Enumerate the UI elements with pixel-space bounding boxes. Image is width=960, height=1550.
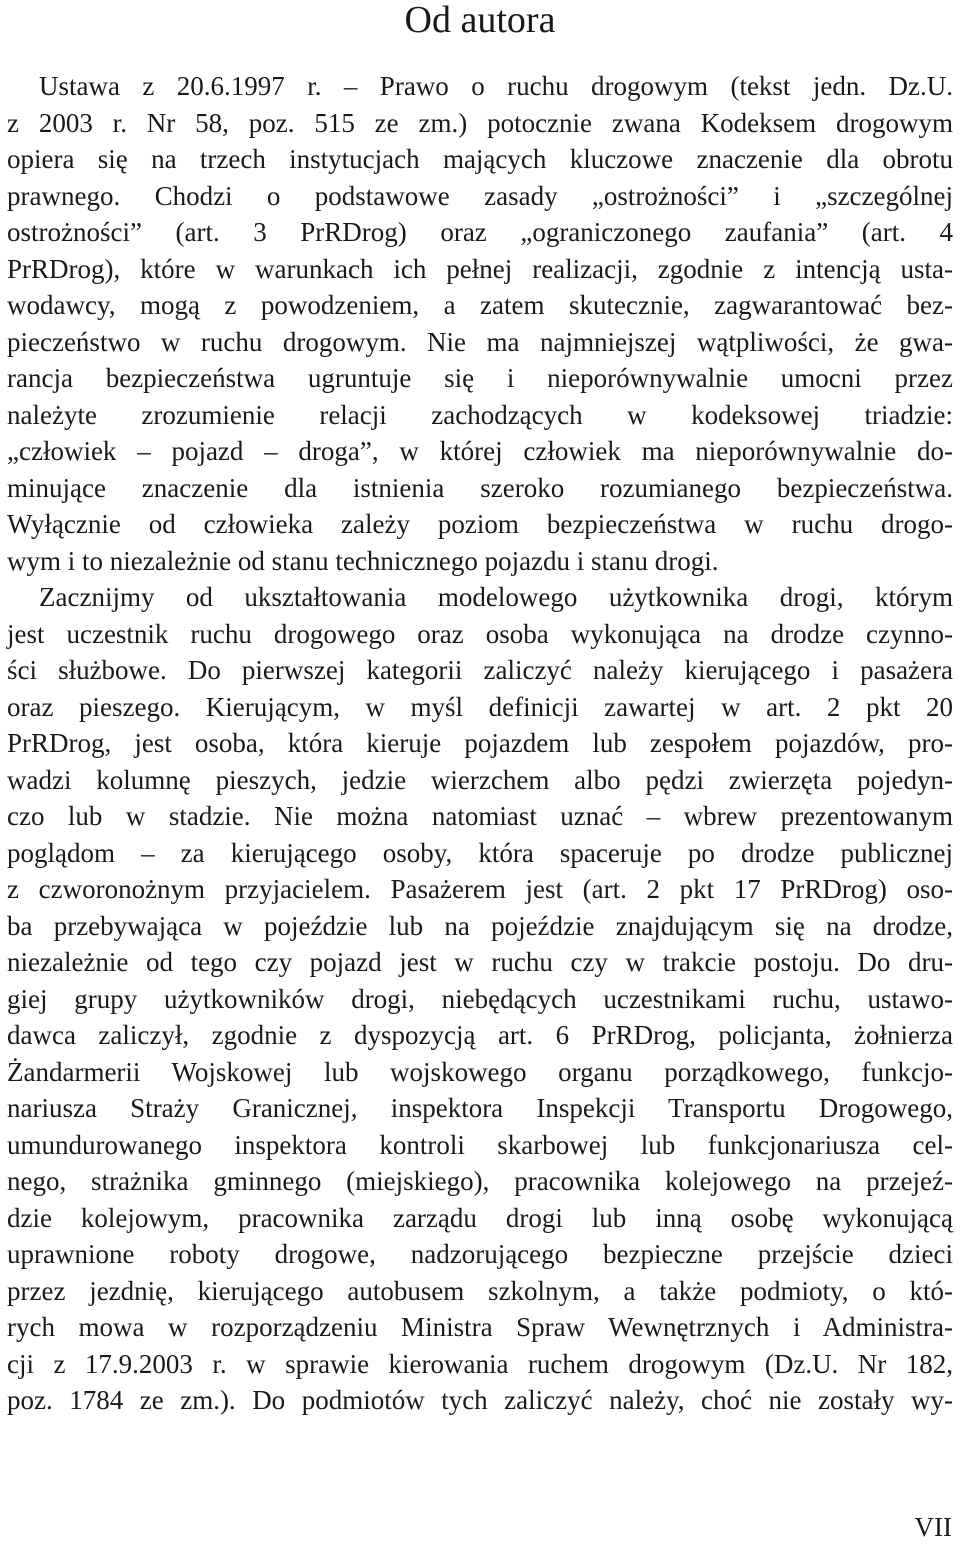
text-line: pieczeństwo w ruchu drogowym. Nie ma najmniejszej wątpliwości, że gwa- [7,326,953,357]
text-line: PrRDrog, jest osoba, która kieruje pojazdem lub zespołem pojazdów, pro- [7,728,953,758]
text-line: oraz pieszego. Kierującym, w myśl definicji zawartej w art. 2 pkt 20 [7,691,953,722]
text-line: przez jezdnię, kierującego autobusem szkolnym, a także podmioty, o któ- [7,1275,953,1306]
text-line: poz. 1784 ze zm.). Do podmiotów tych zaliczyć należy, choć nie zostały wy- [7,1385,953,1415]
text-line: minujące znaczenie dla istnienia szeroko rozumianego bezpieczeństwa. [7,472,953,503]
text-line: wodawcy, mogą z powodzeniem, a zatem skutecznie, zagwarantować bez- [7,290,953,320]
text-line: poglądom – za kierującego osoby, która spaceruje po drodze publicznej [7,837,953,868]
text-line: PrRDrog), które w warunkach ich pełnej realizacji, zgodnie z intencją usta- [7,253,953,284]
page-title: Od autora [404,0,556,41]
text-line: rancja bezpieczeństwa ugruntuje się i nieporównywalnie umocni przez [7,363,953,393]
text-line: giej grupy użytkowników drogi, niebędących uczestnikami ruchu, ustawo- [7,983,953,1014]
text-line: uprawnione roboty drogowe, nadzorującego bezpieczne przejście dzieci [7,1239,953,1269]
text-line: wym i to niezależnie od stanu technicznego pojazdu i stanu drogi. [7,545,719,576]
text-line: „człowiek – pojazd – droga”, w której człowiek ma nieporównywalnie do- [7,436,953,466]
text-line: rych mowa w rozporządzeniu Ministra Spraw Wewnętrznych i Administra- [7,1312,953,1342]
text-line: dzie kolejowym, pracownika zarządu drogi lub inną osobę wykonującą [7,1202,953,1233]
text-line: niezależnie od tego czy pojazd jest w ruchu czy w trakcie postoju. Do dru- [7,947,953,977]
text-line: umundurowanego inspektora kontroli skarbowej lub funkcjonariusza cel- [7,1129,953,1160]
text-line: dawca zaliczył, zgodnie z dyspozycją art. 6 PrRDrog, policjanta, żołnierza [7,1020,953,1050]
text-line: Zacznijmy od ukształtowania modelowego użytkownika drogi, którym [39,582,953,612]
body-text [7,68,953,1419]
text-line: Ustawa z 20.6.1997 r. – Prawo o ruchu drogowym (tekst jedn. Dz.U. [39,71,953,101]
text-line: opiera się na trzech instytucjach mających kluczowe znaczenie dla obrotu [7,144,953,174]
text-line: prawnego. Chodzi o podstawowe zasady „ostrożności” i „szczególnej [7,180,953,211]
text-line: cji z 17.9.2003 r. w sprawie kierowania ruchem drogowym (Dz.U. Nr 182, [7,1348,953,1379]
text-line: ści służbowe. Do pierwszej kategorii zaliczyć należy kierującego i pasażera [7,655,953,685]
text-line: wadzi kolumnę pieszych, jedzie wierzchem albo pędzi zwierzęta pojedyn- [7,764,953,795]
text-line: z 2003 r. Nr 58, poz. 515 ze zm.) potocznie zwana Kodeksem drogowym [7,107,953,138]
text-line: Wyłącznie od człowieka zależy poziom bezpieczeństwa w ruchu drogo- [7,509,953,539]
text-line: nariusza Straży Granicznej, inspektora Inspekcji Transportu Drogowego, [7,1093,953,1123]
text-line: z czworonożnym przyjacielem. Pasażerem jest (art. 2 pkt 17 PrRDrog) oso- [7,874,953,904]
page-number: VII [914,1512,952,1542]
text-line: należyte zrozumienie relacji zachodzących w kodeksowej triadzie: [7,399,953,430]
text-line: nego, strażnika gminnego (miejskiego), pracownika kolejowego na przejeź- [7,1166,953,1196]
text-line: czo lub w stadzie. Nie można natomiast uznać – wbrew prezentowanym [7,801,953,831]
text-line: ba przebywająca w pojeździe lub na pojeździe znajdującym się na drodze, [7,910,953,941]
text-line: ostrożności” (art. 3 PrRDrog) oraz „ograniczonego zaufania” (art. 4 [7,217,953,247]
text-line: jest uczestnik ruchu drogowego oraz osoba wykonująca na drodze czynno- [7,618,953,649]
text-line: Żandarmerii Wojskowej lub wojskowego organu porządkowego, funkcjo- [7,1056,953,1087]
